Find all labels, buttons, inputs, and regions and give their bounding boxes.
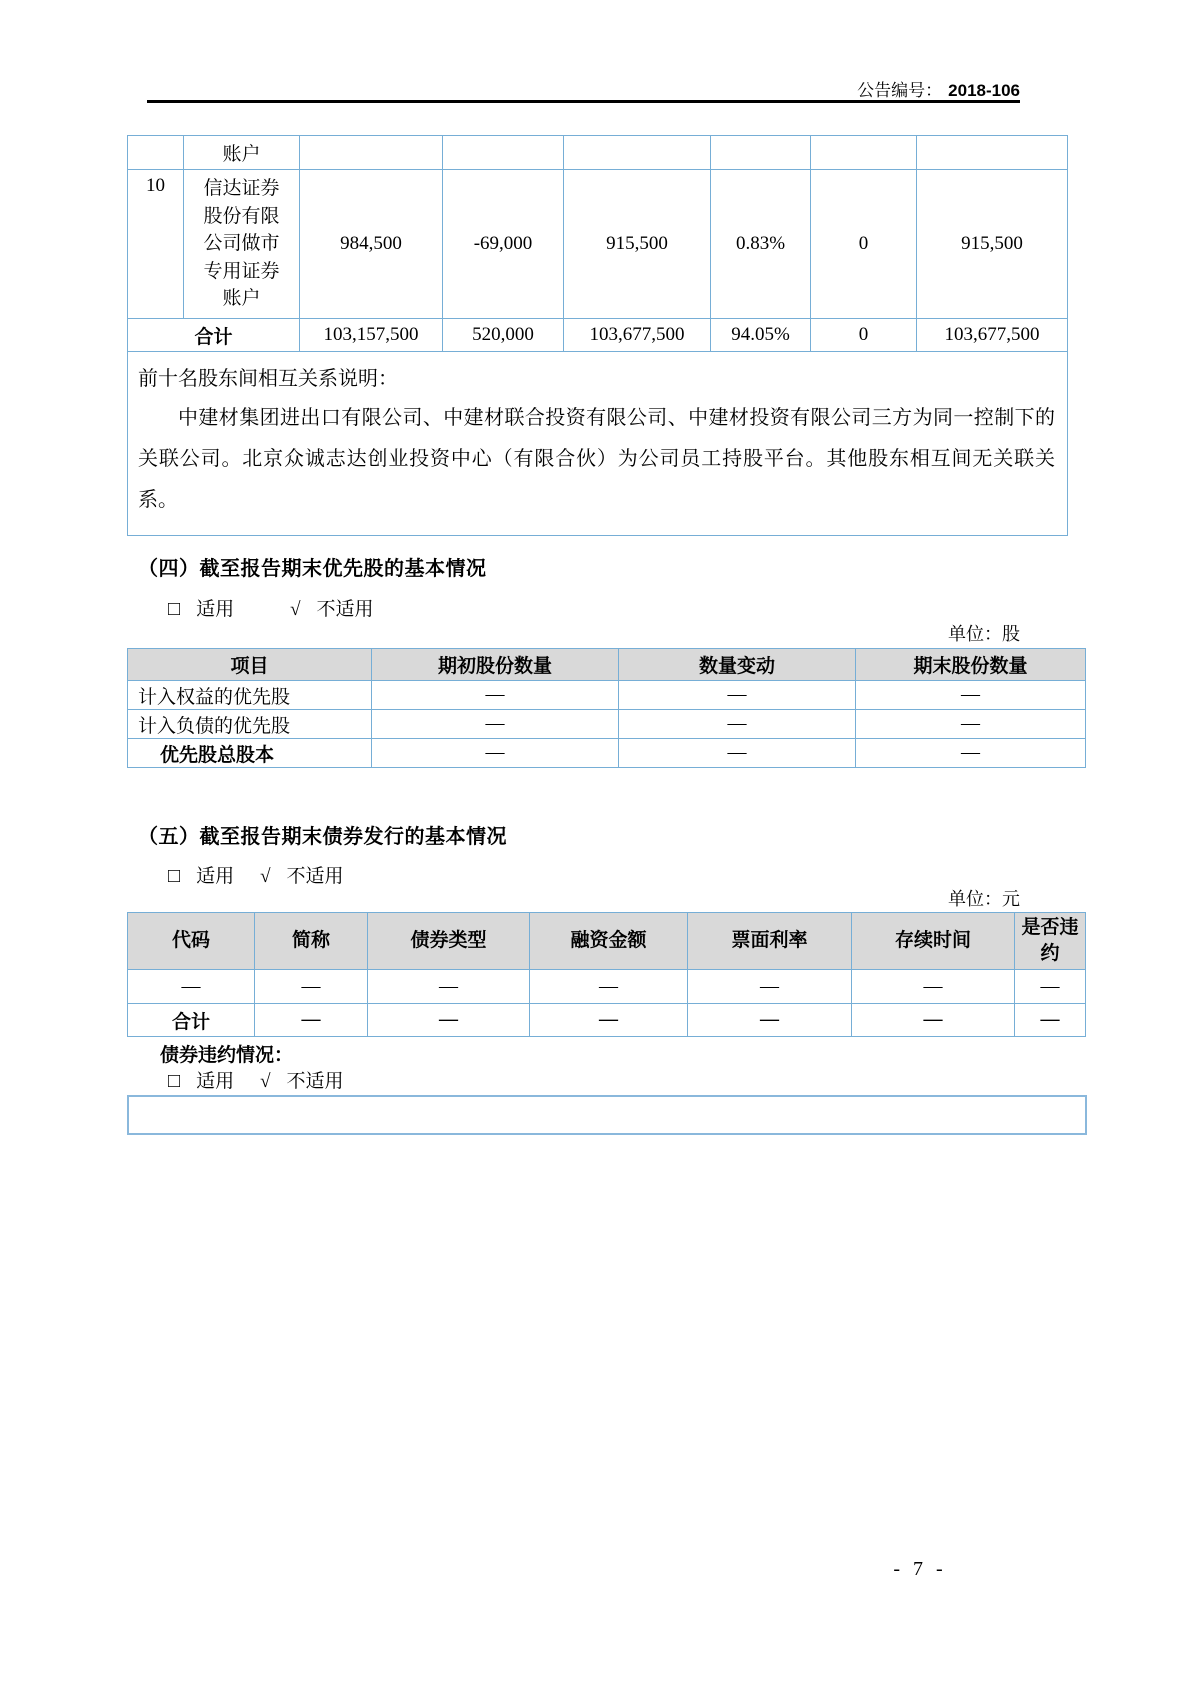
item-label-cell: 计入权益的优先股	[128, 681, 372, 710]
change-cell: -69,000	[443, 170, 564, 319]
value-cell: —	[619, 710, 856, 739]
column-header: 存续时间	[852, 913, 1015, 970]
item-label-cell: 优先股总股本	[128, 739, 372, 768]
bond-default-empty-box	[127, 1095, 1087, 1135]
column-header: 债券类型	[368, 913, 530, 970]
table-row	[128, 970, 1086, 1004]
value-cell: —	[1015, 970, 1086, 1004]
relationship-note-cell	[128, 352, 1068, 536]
column-header: 项目	[128, 649, 372, 681]
shares-begin-cell: 984,500	[300, 170, 443, 319]
total-row	[128, 1004, 1086, 1037]
unrestricted-cell: 915,500	[917, 170, 1068, 319]
value-cell: —	[372, 681, 619, 710]
section4-unit-label: 单位：股	[948, 624, 1020, 644]
ratio-cell: 94.05%	[711, 319, 811, 352]
value-cell: —	[372, 710, 619, 739]
shares-end-cell: 915,500	[564, 170, 711, 319]
header-row	[128, 649, 1086, 681]
column-header: 是否违约	[1015, 913, 1086, 970]
column-header: 简称	[255, 913, 368, 970]
section5-applicability-row	[168, 861, 344, 888]
section5-unit-label: 单位：元	[948, 889, 1020, 909]
checkbox-unchecked-icon: □	[168, 865, 181, 887]
name-fragment-cell: 账户	[184, 136, 300, 170]
rank-cell	[128, 136, 184, 170]
rank-cell: 10	[128, 170, 184, 319]
value-cell: —	[619, 681, 856, 710]
page-number: - 7 -	[893, 1558, 947, 1580]
announcement-number: 2018-106	[948, 81, 1020, 100]
check-mark-icon: √	[260, 1071, 271, 1092]
shareholder-name-cell: 信达证券股份有限公司做市专用证券账户	[184, 170, 300, 319]
value-cell: —	[368, 1004, 530, 1037]
section5-title: （五）截至报告期末债券发行的基本情况	[138, 826, 507, 848]
value-cell: —	[688, 1004, 852, 1037]
table-row	[128, 681, 1086, 710]
total-row	[128, 739, 1086, 768]
value-cell: —	[856, 710, 1086, 739]
total-label-cell: 合计	[128, 319, 300, 352]
header-rule	[147, 100, 1020, 103]
checkbox-unchecked-icon: □	[168, 1070, 181, 1092]
column-header: 期初股份数量	[372, 649, 619, 681]
value-cell: —	[530, 970, 688, 1004]
change-cell: 520,000	[443, 319, 564, 352]
value-cell: —	[530, 1004, 688, 1037]
value-cell: —	[856, 739, 1086, 768]
item-label-cell: 计入负债的优先股	[128, 710, 372, 739]
note-body: 中建材集团进出口有限公司、中建材联合投资有限公司、中建材投资有限公司三方为同一控制下的关联公司。北京众诚志达创业投资中心（有限合伙）为公司员工持股平台。其他股东相互间无关联关系。	[138, 407, 1055, 511]
value-cell: —	[1015, 1004, 1086, 1037]
value-cell: —	[856, 681, 1086, 710]
not-applicable-label: 不适用	[316, 599, 374, 620]
total-row	[128, 319, 1068, 352]
preferred-shares-table	[127, 648, 1086, 768]
applicable-label: 适用	[196, 1071, 235, 1092]
check-mark-icon: √	[290, 599, 301, 620]
section4-applicability-row	[168, 594, 374, 621]
total-label-cell: 合计	[128, 1004, 255, 1037]
value-cell: —	[619, 739, 856, 768]
relationship-note-row	[128, 352, 1068, 536]
table-row	[128, 136, 1068, 170]
not-applicable-label: 不适用	[286, 1071, 344, 1092]
announcement-header	[127, 76, 1020, 101]
table-row	[128, 710, 1086, 739]
checkbox-unchecked-icon: □	[168, 598, 181, 620]
shares-end-cell: 103,677,500	[564, 319, 711, 352]
announcement-label: 公告编号：	[857, 81, 943, 100]
value-cell: —	[852, 970, 1015, 1004]
value-cell: —	[255, 1004, 368, 1037]
applicable-label: 适用	[196, 599, 235, 620]
column-header: 票面利率	[688, 913, 852, 970]
bond-default-applicability-row	[168, 1066, 344, 1093]
value-cell: —	[852, 1004, 1015, 1037]
section4-title: （四）截至报告期末优先股的基本情况	[138, 558, 487, 580]
pledged-cell: 0	[811, 319, 917, 352]
note-title: 前十名股东间相互关系说明：	[138, 368, 398, 390]
header-row	[128, 913, 1086, 970]
bonds-table	[127, 912, 1086, 1037]
value-cell: —	[372, 739, 619, 768]
check-mark-icon: √	[260, 866, 271, 887]
value-cell: —	[368, 970, 530, 1004]
column-header: 代码	[128, 913, 255, 970]
column-header: 融资金额	[530, 913, 688, 970]
column-header: 期末股份数量	[856, 649, 1086, 681]
shares-begin-cell: 103,157,500	[300, 319, 443, 352]
ratio-cell: 0.83%	[711, 170, 811, 319]
applicable-label: 适用	[196, 866, 235, 887]
shareholders-table	[127, 135, 1068, 536]
value-cell: —	[255, 970, 368, 1004]
table-row	[128, 170, 1068, 319]
column-header: 数量变动	[619, 649, 856, 681]
pledged-cell: 0	[811, 170, 917, 319]
value-cell: —	[128, 970, 255, 1004]
value-cell: —	[688, 970, 852, 1004]
bond-default-label: 债券违约情况：	[160, 1045, 294, 1066]
unrestricted-cell: 103,677,500	[917, 319, 1068, 352]
not-applicable-label: 不适用	[286, 866, 344, 887]
